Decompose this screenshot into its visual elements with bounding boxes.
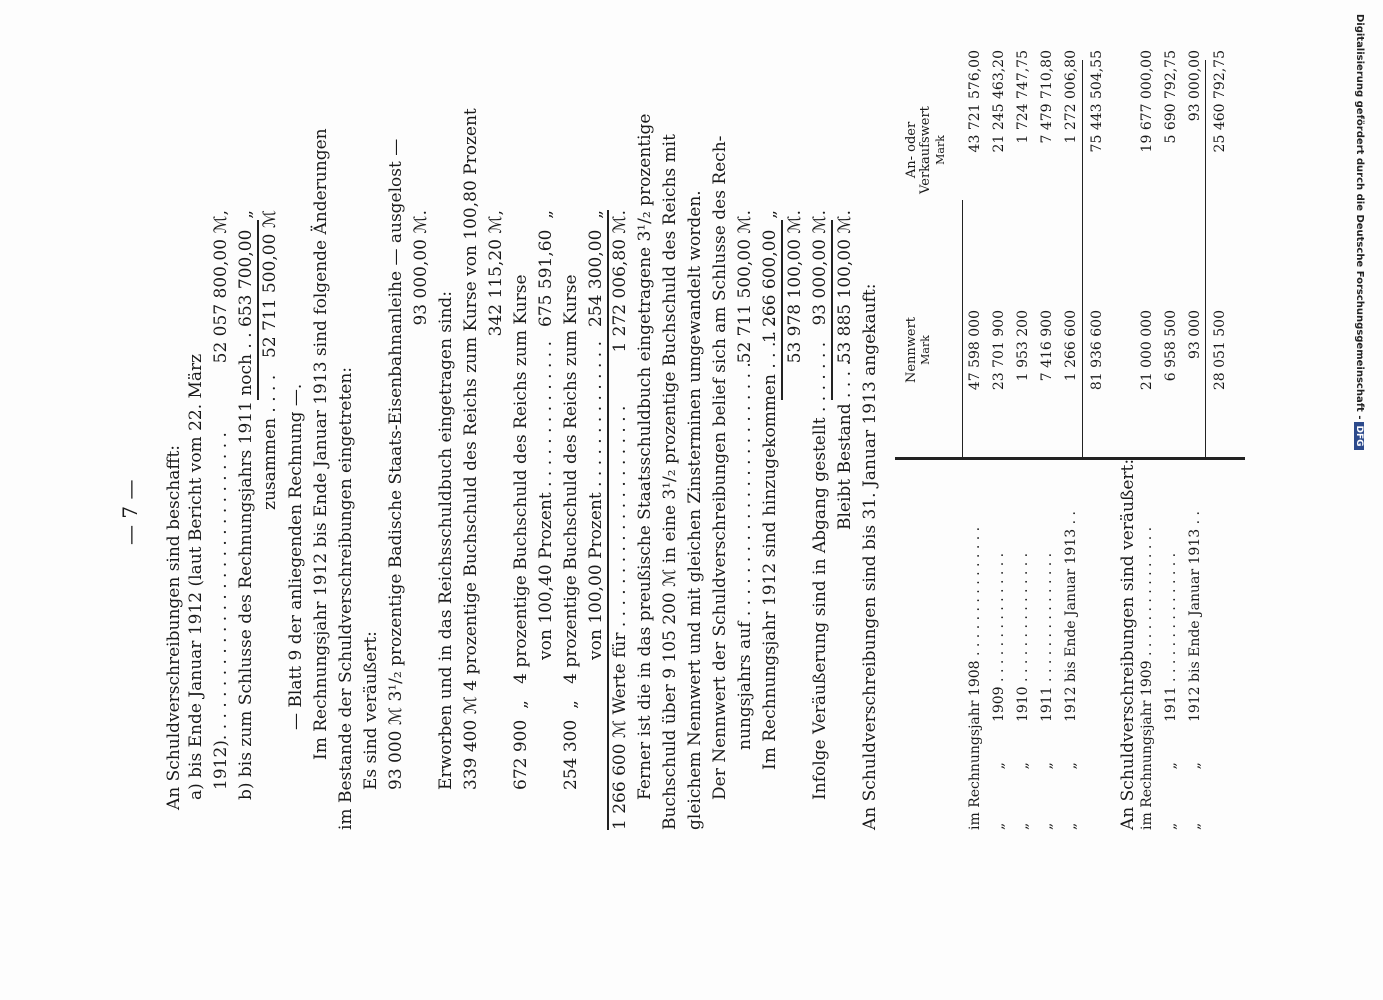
table-row-nominal: 21 000 000: [1139, 310, 1155, 391]
total-rule: [1082, 60, 1083, 460]
text-line: von 100,00 Prozent . . . . . . . . . . . . . .: [586, 341, 606, 660]
column-header-nennwert-label: Nennwert: [904, 316, 919, 384]
dfg-logo: DFG: [1354, 422, 1364, 449]
table-row-label: „ „ 1911 . . . . . . . . . . . . . . .: [1039, 552, 1055, 830]
amount: 53 885 100,00 ℳ.: [835, 210, 855, 364]
text-line: Es sind veräußert:: [361, 631, 381, 790]
text-line: Der Nennwert der Schuldverschreibungen belief sich am Schlusse des Rech-: [710, 135, 730, 800]
total-value: 75 443 504,55: [1089, 50, 1105, 153]
text-line: Im Rechnungsjahr 1912 sind hinzugekommen . . . . . .: [760, 309, 780, 770]
text-line: a) bis Ende Januar 1912 (laut Bericht vom 22. März: [186, 353, 206, 800]
digitization-credit: [1354, 7, 1376, 450]
text-line: An Schuldverschreibungen sind veräußert:: [1118, 458, 1138, 830]
amount: 52 057 800,00 ℳ,: [211, 210, 231, 364]
text-line: — Blatt 9 der anliegenden Rechnung —.: [286, 383, 306, 730]
sold-total-value: 25 460 792,75: [1212, 50, 1228, 153]
text-line: im Bestande der Schuldverschreibungen eingetreten:: [336, 366, 356, 830]
text-line: Bleibt Bestand . . . .: [835, 360, 855, 530]
text-line: 1 266 600 ℳ Werte für . . . . . . . . . . . . . . . . . . . . .: [610, 405, 630, 830]
table-row-value: 5 690 792,75: [1163, 50, 1179, 144]
text-line: zusammen . . . .: [260, 374, 280, 510]
sold-total-nominal: 28 051 500: [1212, 310, 1228, 391]
table-row-nominal: 93 000: [1187, 310, 1203, 359]
table-row-label: „ „ 1912 bis Ende Januar 1913 . .: [1063, 511, 1079, 830]
table-row-nominal: 7 416 900: [1039, 310, 1055, 382]
table-row-label: „ „ 1912 bis Ende Januar 1913 . .: [1187, 511, 1203, 830]
text-line: 672 900 „ 4 prozentige Buchschuld des Reichs zum Kurse: [511, 274, 531, 790]
text-line: b) bis zum Schlusse des Rechnungsjahrs 1911 noch . .: [236, 332, 256, 800]
amount: 93 000,00 ℳ.: [411, 210, 431, 326]
text-line: 93 000 ℳ 3¹/₂ prozentige Badische Staats-Eisenbahnanleihe — ausgelost —: [386, 138, 406, 790]
total-rule: [1205, 60, 1206, 460]
table-row-value: 21 245 463,20: [991, 50, 1007, 153]
text-line: von 100,40 Prozent . . . . . . . . . . . . . .: [536, 341, 556, 660]
amount: 93 000,00 ℳ.: [810, 210, 830, 326]
header-rule: [962, 200, 963, 460]
table-row-label: „ „ 1910 . . . . . . . . . . . . . . .: [1015, 552, 1031, 830]
sum-rule: [257, 220, 259, 400]
table-row-value: 1 272 006,80: [1063, 50, 1079, 144]
table-row-nominal: 1 266 600: [1063, 310, 1079, 382]
amount: 653 700,00 „: [236, 210, 256, 327]
text-line: An Schuldverschreibungen sind beschafft:: [164, 444, 184, 810]
table-row-value: 43 721 576,00: [967, 50, 983, 153]
sum-rule: [831, 220, 833, 400]
sum-rule: [607, 210, 609, 830]
text-line: Ferner ist die in das preußische Staatsschuldbuch eingetragene 3¹/₂ prozentige: [635, 113, 655, 800]
text-line: 254 300 „ 4 prozentige Buchschuld des Reichs zum Kurse: [561, 274, 581, 790]
page-number: — 7 —: [118, 479, 142, 545]
text-line: gleichem Nennwert und mit gleichen Zinsterminen umgewandelt worden.: [685, 190, 705, 830]
table-row-value: 1 724 747,75: [1015, 50, 1031, 144]
table-row-nominal: 23 701 900: [991, 310, 1007, 391]
amount: 1 266 600,00 „: [760, 210, 780, 344]
amount: 52 711 500,00 ℳ.: [735, 210, 755, 364]
amount: 254 300,00 „: [586, 210, 606, 327]
amount: 342 115,20 ℳ,: [486, 210, 506, 337]
amount: 52 711 500,00 ℳ: [260, 210, 280, 358]
amount: 53 978 100,00 ℳ.: [785, 210, 805, 364]
column-header-ankauf-label: An- oder Verkaufswert: [904, 106, 934, 194]
table-row-label: im Rechnungsjahr 1909 . . . . . . . . . . . . . . .: [1139, 526, 1155, 830]
text-line: An Schuldverschreibungen sind bis 31. Januar 1913 angekauft:: [860, 283, 880, 830]
table-row-nominal: 6 958 500: [1163, 310, 1179, 382]
text-line: Erworben und in das Reichsschuldbuch eingetragen sind:: [436, 290, 456, 790]
column-header-unit: Mark: [919, 335, 933, 365]
amount: 1 272 006,80 ℳ.: [610, 210, 630, 353]
text-line: nungsjahrs auf . . . . . . . . . . . . . . . . . . . . . . . .: [735, 362, 755, 750]
column-header-ankauf: [905, 90, 948, 210]
table-row-value: 19 677 000,00: [1139, 50, 1155, 153]
table-row-label: im Rechnungsjahr 1908 . . . . . . . . . . . . . . .: [967, 526, 983, 830]
table-row-nominal: 1 953 200: [1015, 310, 1031, 382]
text-line: 1912). . . . . . . . . . . . . . . . . . . . . . . . . . . . .: [211, 432, 231, 790]
credit-text: Digitalisierung gefördert durch die Deutsche Forschungsgemeinschaft -: [1354, 13, 1365, 420]
column-header-unit: Mark: [933, 135, 947, 165]
table-row-value: 93 000,00: [1187, 50, 1203, 122]
table-row-value: 7 479 710,80: [1039, 50, 1055, 144]
total-nominal: 81 936 600: [1089, 310, 1105, 391]
text-line: Im Rechnungsjahr 1912 bis Ende Januar 1913 sind folgende Änderungen: [311, 128, 331, 760]
sum-rule: [781, 220, 783, 400]
text-line: 339 400 ℳ 4 prozentige Buchschuld des Reichs zum Kurse von 100,80 Prozent: [461, 108, 481, 790]
table-row-nominal: 47 598 000: [967, 310, 983, 391]
table-row-label: „ „ 1911 . . . . . . . . . . . . . . .: [1163, 552, 1179, 830]
table-row-label: „ „ 1909 . . . . . . . . . . . . . . .: [991, 552, 1007, 830]
amount: 675 591,60 „: [536, 210, 556, 327]
text-line: Buchschuld über 9 105 200 ℳ in eine 3¹/₂ prozentige Buchschuld des Reichs mit: [660, 134, 680, 830]
column-header-nennwert: [905, 250, 934, 450]
text-line: Infolge Veräußerung sind in Abgang gestellt . . . . . . .: [810, 341, 830, 800]
